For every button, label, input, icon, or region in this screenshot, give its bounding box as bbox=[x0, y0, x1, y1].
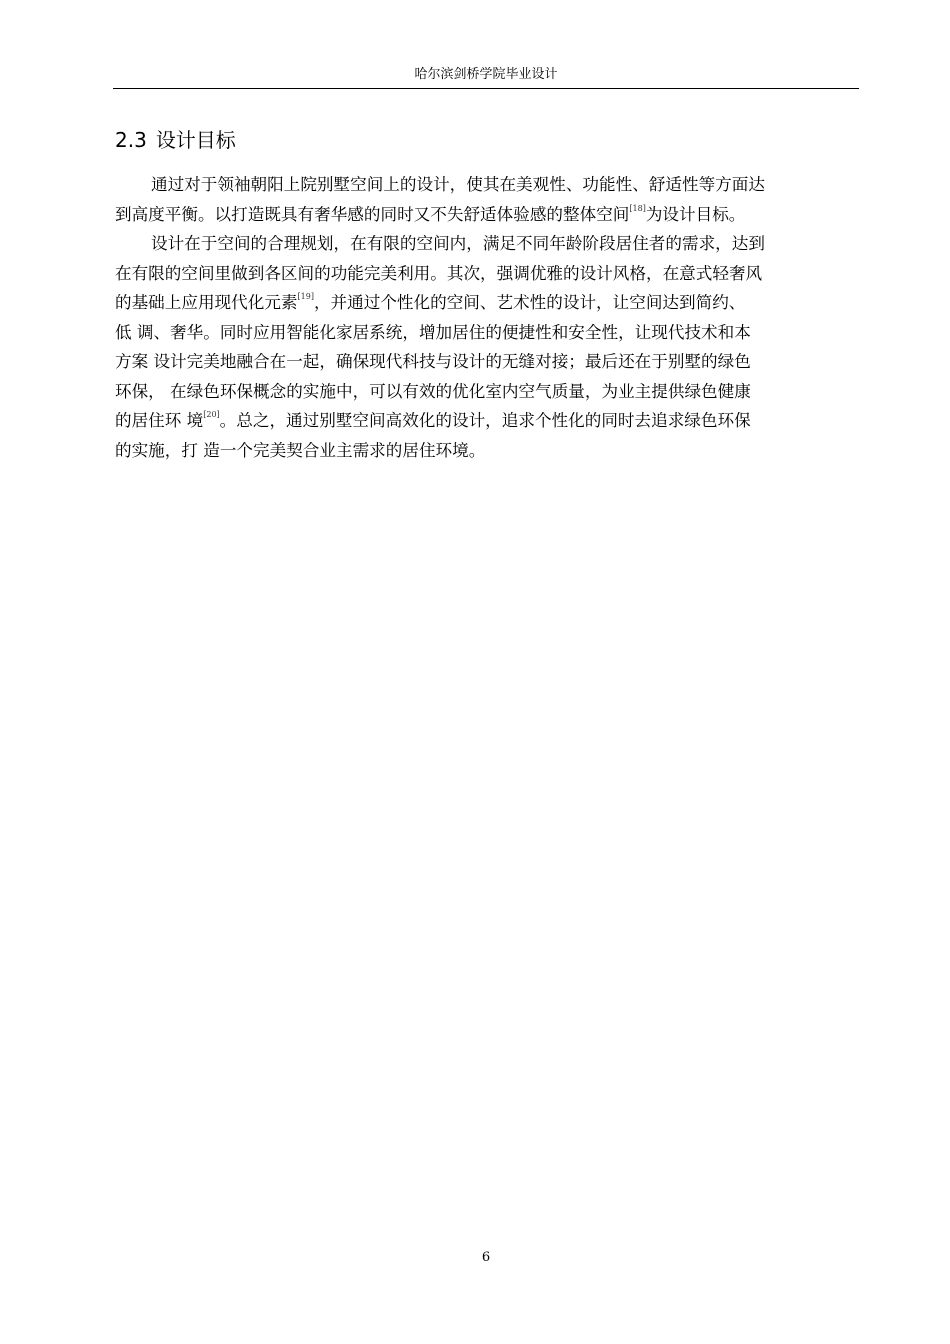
page-header bbox=[113, 66, 859, 84]
paragraph-1-line-2 bbox=[115, 200, 860, 230]
paragraph-2-line-3-text-a: 的基础上应用现代化元素 bbox=[115, 293, 298, 312]
paragraph-2-line-5: 方案 设计完美地融合在一起，确保现代科技与设计的无缝对接；最后还在于别墅的绿色 bbox=[115, 352, 751, 371]
paragraph-2-line-4: 低 调、奢华。同时应用智能化家居系统，增加居住的便捷性和安全性，让现代技术和本 bbox=[115, 322, 751, 342]
paragraph-1-line-2-text-a: 到高度平衡。以打造既具有奢华感的同时又不失舒适体验感的整体空间 bbox=[115, 204, 630, 224]
header-divider bbox=[113, 88, 859, 89]
header-title: 哈尔滨剑桥学院毕业设计 bbox=[414, 67, 558, 82]
section-heading bbox=[115, 126, 236, 154]
section-title: 设计目标 bbox=[155, 128, 236, 152]
body-text bbox=[115, 170, 860, 465]
citation-18: [18] bbox=[629, 203, 646, 213]
paragraph-1-line-1: 通过对于领袖朝阳上院别墅空间上的设计，使其在美观性、功能性、舒适性等方面达 bbox=[151, 175, 765, 194]
paragraph-2-line-6: 环保， 在绿色环保概念的实施中，可以有效的优化室内空气质量，为业主提供绿色健康 bbox=[115, 381, 751, 401]
paragraph-2-line-7-text-b: 。总之，通过别墅空间高效化的设计，追求个性化的同时去追求绿色环保 bbox=[219, 411, 751, 430]
paragraph-2-line-7-text-a: 的居住环 境 bbox=[115, 411, 204, 430]
paragraph-2-line-1: 设计在于空间的合理规划，在有限的空间内，满足不同年龄阶段居住者的需求，达到 bbox=[151, 234, 765, 253]
paragraph-2-line-2: 在有限的空间里做到各区间的功能完美利用。其次，强调优雅的设计风格，在意式轻奢风 bbox=[115, 263, 763, 283]
section-number: 2.3 bbox=[115, 128, 147, 152]
paragraph-2-line-7 bbox=[115, 406, 860, 436]
paragraph-1-line-2-text-b: 为设计目标。 bbox=[645, 204, 746, 224]
paragraph-1 bbox=[115, 170, 860, 229]
paragraph-2 bbox=[115, 229, 860, 465]
page-number: 6 bbox=[481, 1250, 491, 1265]
citation-19: [19] bbox=[297, 292, 314, 301]
paragraph-2-line-3 bbox=[115, 288, 860, 318]
citation-20: [20] bbox=[203, 410, 220, 419]
paragraph-2-line-3-text-b: ，并通过个性化的空间、艺术性的设计，让空间达到简约、 bbox=[313, 293, 746, 312]
paragraph-2-line-8: 的实施，打 造一个完美契合业主需求的居住环境。 bbox=[115, 440, 486, 460]
